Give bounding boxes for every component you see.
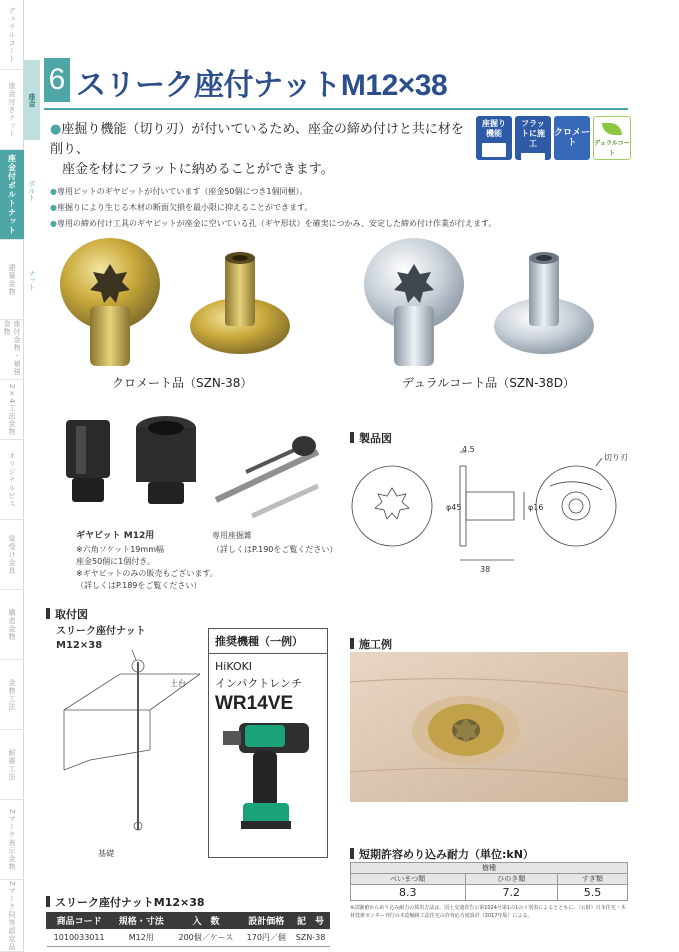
column-header: 商品コード xyxy=(47,913,112,929)
flat-install-icon xyxy=(521,153,545,160)
flat-install-badge: フラットに施工 xyxy=(515,116,551,160)
gear-bit-note: ※六角ソケット19mm幅 xyxy=(76,545,164,554)
column-header: 入 数 xyxy=(171,913,241,929)
species-cell: べいまつ類 xyxy=(351,874,466,885)
feature-badges xyxy=(476,116,631,160)
gear-bit-note: 座金50個に1個付き。 xyxy=(76,557,155,566)
product-table xyxy=(46,912,330,947)
column-header: 記 号 xyxy=(291,913,329,929)
product-table-title: スリーク座付ナットM12×38 xyxy=(46,894,205,910)
dural-nut-front xyxy=(364,238,464,366)
product-quantity: 200個／ケース xyxy=(171,929,241,947)
chromate-nut-side xyxy=(190,252,290,354)
sill-label: 土台 xyxy=(170,679,186,688)
dural-caption: デュラルコート品（SZN-38D） xyxy=(402,376,575,390)
dim-length: 38 xyxy=(480,565,491,574)
dural-coat-badge: デュラルコート xyxy=(593,116,631,160)
drawing-heading: 製品図 xyxy=(350,430,392,446)
intro-bullet-list xyxy=(50,184,497,232)
impact-wrench-image xyxy=(209,715,327,845)
side-sub-bolt[interactable]: ボルト xyxy=(28,179,36,201)
product-code: 1010033011 xyxy=(47,929,112,947)
strength-table xyxy=(350,862,628,901)
drill-title: 専用座掘錐 xyxy=(212,531,252,540)
side-tab-z-mark[interactable]: Zマーク表示金物 xyxy=(0,800,24,880)
side-tab-washer-nut[interactable]: 座金付きナット xyxy=(0,70,24,150)
product-symbol: SZN-38 xyxy=(291,929,329,947)
intro-bullet: ●座掘りにより生じる木材の断面欠損を最小限に抑えることができます。 xyxy=(50,203,313,212)
counterbore-badge: 座掘り機能 xyxy=(476,116,512,160)
side-tab-dural-coat[interactable]: デュラルコート xyxy=(0,0,24,70)
counterbore-drill xyxy=(216,436,318,516)
column-header: 規格・寸法 xyxy=(112,913,171,929)
side-tab-original-screws[interactable]: オリジナルビス xyxy=(0,440,24,520)
dim-shaft-diameter: φ16 xyxy=(528,503,544,512)
gear-bit-hex-side xyxy=(66,420,110,502)
chromate-nut-front xyxy=(60,238,160,366)
section-number: 6 xyxy=(44,58,70,102)
mounting-part-size: M12×38 xyxy=(56,640,103,651)
drill-note: （詳しくはP.190をご覧ください） xyxy=(212,545,338,554)
side-index xyxy=(0,0,24,952)
product-price: 170円／個 xyxy=(241,929,291,947)
strength-note: ※試験値からめり込み耐力の算出方法は、国土交通省告示第1024号第1の1のイ別表によるとともに、（公財）日本住宅・木材技術センター刊行の木造軸組工法住宅の許容応力度設計（2017年版）による。 xyxy=(350,905,626,919)
strength-value: 7.2 xyxy=(465,885,557,901)
gear-bit-gear-side xyxy=(136,416,196,504)
strength-value: 8.3 xyxy=(351,885,466,901)
product-drawing xyxy=(350,446,630,576)
side-tab-seat-hardware[interactable]: 座付金物・補強金物 xyxy=(0,320,24,380)
side-tab-2x4[interactable]: 2×4工法金物 xyxy=(0,380,24,440)
product-spec: M12用 xyxy=(112,929,171,947)
column-header: 設計価格 xyxy=(241,913,291,929)
side-sub-nut[interactable]: ナット xyxy=(28,269,36,291)
chromate-badge: クロメート xyxy=(554,116,590,160)
side-tab-seismic[interactable]: 耐震工法 xyxy=(0,730,24,800)
recommended-tool-box xyxy=(208,628,328,858)
side-tab-z-mark-equivalent[interactable]: Zマーク同等認定品 xyxy=(0,880,24,952)
table-row xyxy=(351,885,628,901)
dim-thickness: 4.5 xyxy=(462,445,475,454)
side-tab-building-hardware[interactable]: 建築金物 xyxy=(0,240,24,320)
page-title: スリーク座付ナットM12×38 xyxy=(76,69,448,102)
product-photos xyxy=(50,236,630,376)
strength-heading: 短期許容めり込み耐力（単位:kN） xyxy=(350,846,534,862)
side-tab-structural[interactable]: 構造金物 xyxy=(0,590,24,660)
bullet-mark: ● xyxy=(50,122,62,137)
leaf-icon xyxy=(602,123,622,135)
intro-lead-line-1: 座掘り機能（切り刃）が付いているため、座金の締め付けと共に材を削り、 xyxy=(50,122,464,157)
intro-lead xyxy=(50,120,470,180)
side-sub-washer[interactable]: 座金 xyxy=(24,60,40,140)
example-heading: 施工例 xyxy=(350,636,392,652)
side-tab-washer-bolt-nut[interactable]: 座金付ボルトナット xyxy=(0,150,24,240)
mounting-part-label: スリーク座付ナット xyxy=(56,626,146,637)
installation-example-photo xyxy=(350,652,628,802)
side-tab-hardware-method[interactable]: 金物工法 xyxy=(0,660,24,730)
table-row xyxy=(47,929,330,947)
intro-bullet: ●専用の締め付け工具のギヤビットが座金に空いている孔（ギヤ形状）を確実につかみ、安定した締め付け作業が行えます。 xyxy=(50,219,497,228)
dural-nut-side xyxy=(494,252,594,354)
intro-lead-line-2: 座金を材にフラットに納めることができます。 xyxy=(62,162,334,177)
tool-type: インパクトレンチ xyxy=(215,677,302,690)
bit-photos xyxy=(56,412,326,522)
gear-bit-title: ギヤビット M12用 xyxy=(76,531,155,541)
dim-washer-diameter: φ45 xyxy=(446,503,462,512)
gear-bit-note: ※ギヤビットのみの販売もございます。 xyxy=(76,569,218,578)
species-group-header: 樹種 xyxy=(351,863,628,874)
species-cell: すぎ類 xyxy=(557,874,627,885)
mounting-heading: 取付図 xyxy=(46,606,88,622)
table-row xyxy=(351,863,628,874)
tool-model: WR14VE xyxy=(215,693,294,714)
counterbore-icon xyxy=(482,143,506,157)
side-tab-beam-bracket[interactable]: 梁受け金具 xyxy=(0,520,24,590)
title-rule xyxy=(44,108,628,110)
intro xyxy=(50,120,497,232)
foundation-label: 基礎 xyxy=(98,849,114,858)
tool-maker: HiKOKI xyxy=(215,660,253,673)
table-row xyxy=(351,874,628,885)
species-cell: ひのき類 xyxy=(465,874,557,885)
table-header-row xyxy=(47,913,330,929)
intro-bullet: ●専用ビットのギヤビットが付いています（座金50個につき1個同梱）。 xyxy=(50,187,308,196)
strength-value: 5.5 xyxy=(557,885,627,901)
gear-bit-note: （詳しくはP.189をご覧ください） xyxy=(76,581,202,590)
blade-label: 切り刃 xyxy=(604,453,628,462)
chromate-caption: クロメート品（SZN-38） xyxy=(112,376,253,390)
tool-heading: 推奨機種（一例） xyxy=(209,629,327,654)
side-subindex xyxy=(24,60,40,320)
